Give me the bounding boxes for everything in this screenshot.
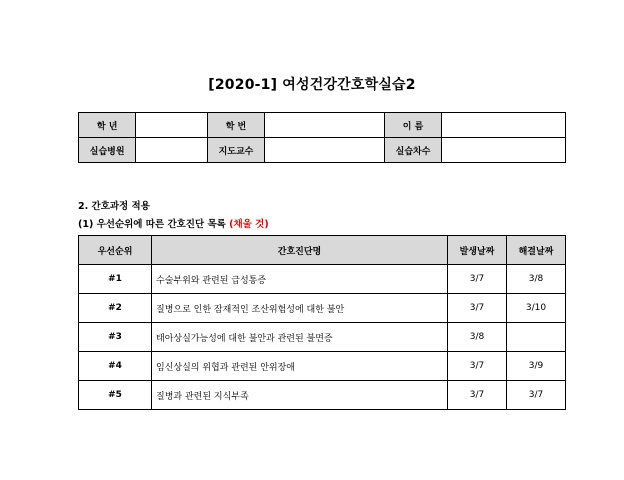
onset-date-cell: 3/7 — [448, 294, 507, 323]
round-value[interactable] — [442, 138, 566, 163]
resolved-date-cell: 3/9 — [507, 352, 566, 381]
priority-header: 우선순위 — [79, 236, 152, 265]
priority-cell: #4 — [79, 352, 152, 381]
resolved-date-cell: 3/8 — [507, 265, 566, 294]
section-heading: 2. 간호과정 적용 — [78, 201, 150, 212]
onset-date-cell: 3/7 — [448, 381, 507, 410]
professor-label: 지도교수 — [207, 138, 264, 163]
professor-value[interactable] — [265, 138, 385, 163]
onset-date-header: 발생날짜 — [448, 236, 507, 265]
priority-cell: #5 — [79, 381, 152, 410]
table-row — [79, 323, 566, 352]
priority-cell: #2 — [79, 294, 152, 323]
hospital-value[interactable] — [136, 138, 207, 163]
student-id-value[interactable] — [265, 113, 385, 138]
table-row — [79, 352, 566, 381]
nursing-diagnosis-table — [78, 235, 566, 410]
name-value[interactable] — [442, 113, 566, 138]
resolved-date-header: 해결날짜 — [507, 236, 566, 265]
info-row — [79, 138, 566, 163]
info-row — [79, 113, 566, 138]
name-label: 이 름 — [384, 113, 441, 138]
onset-date-cell: 3/8 — [448, 323, 507, 352]
subheading-text: (1) 우선순위에 따른 간호진단 목록 — [78, 219, 226, 230]
diagnosis-cell: 임신상실의 위협과 관련된 안위장애 — [152, 352, 448, 381]
diagnosis-cell: 태아상실가능성에 대한 불안과 관련된 불면증 — [152, 323, 448, 352]
resolved-date-cell: 3/10 — [507, 294, 566, 323]
resolved-date-cell — [507, 323, 566, 352]
round-label: 실습차수 — [384, 138, 441, 163]
table-header-row — [79, 236, 566, 265]
table-row — [79, 294, 566, 323]
priority-cell: #1 — [79, 265, 152, 294]
section-subheading — [78, 216, 269, 230]
grade-label: 학 년 — [79, 113, 136, 138]
document-title: [2020-1] 여성건강간호학실습2 — [208, 77, 416, 93]
onset-date-cell: 3/7 — [448, 352, 507, 381]
diagnosis-header: 간호진단명 — [152, 236, 448, 265]
student-id-label: 학 번 — [207, 113, 264, 138]
hospital-label: 실습병원 — [79, 138, 136, 163]
diagnosis-cell: 질병과 관련된 지식부족 — [152, 381, 448, 410]
fill-in-note: (채울 것) — [229, 219, 269, 230]
priority-cell: #3 — [79, 323, 152, 352]
diagnosis-cell: 질병으로 인한 잠재적인 조산위험성에 대한 불안 — [152, 294, 448, 323]
student-info-table — [78, 112, 566, 163]
onset-date-cell: 3/7 — [448, 265, 507, 294]
table-row — [79, 265, 566, 294]
resolved-date-cell: 3/7 — [507, 381, 566, 410]
diagnosis-cell: 수술부위와 관련된 급성통증 — [152, 265, 448, 294]
grade-value[interactable] — [136, 113, 207, 138]
table-row — [79, 381, 566, 410]
